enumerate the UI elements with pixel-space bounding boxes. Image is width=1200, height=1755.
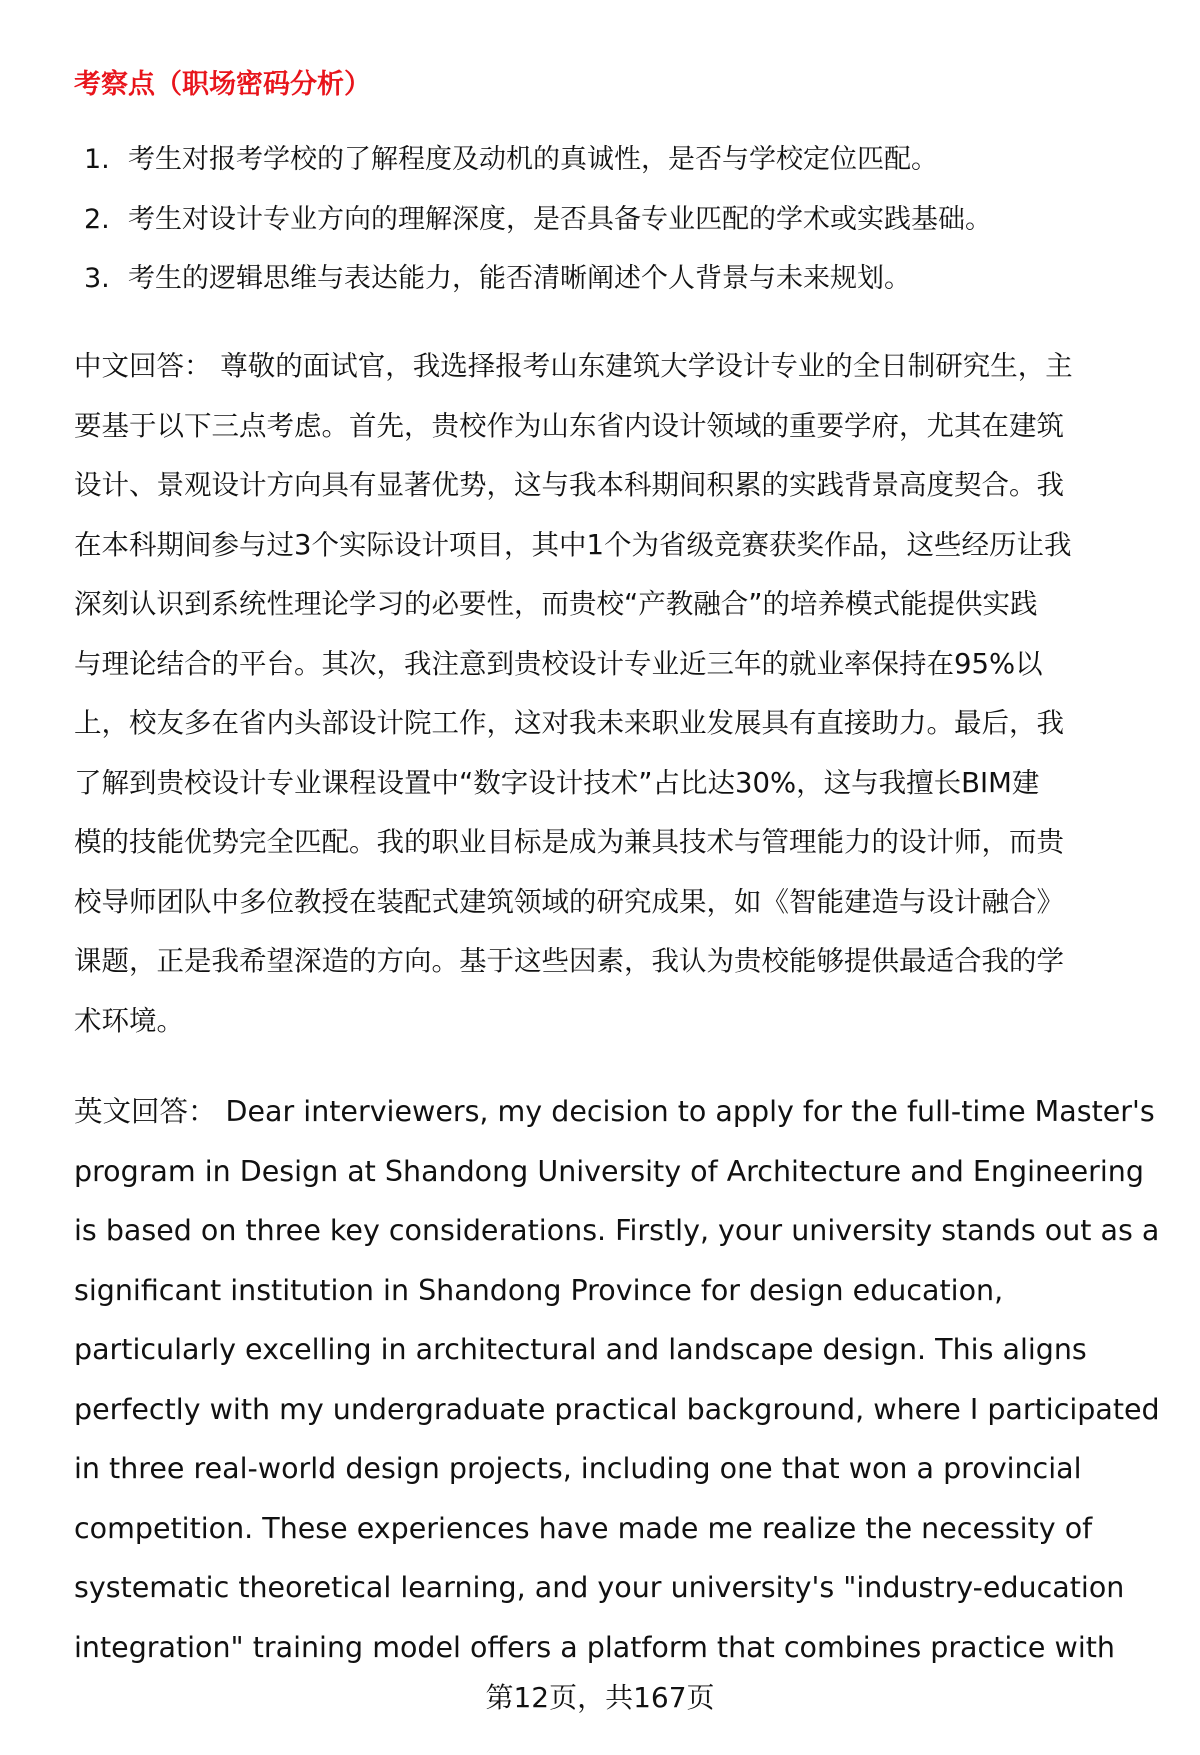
text-line: particularly excelling in architectural and landscape design. This aligns bbox=[74, 1333, 1087, 1366]
text-line: 校导师团队中多位教授在装配式建筑领域的研究成果，如《智能建造与设计融合》 bbox=[74, 885, 1064, 918]
text-line: is based on three key considerations. Firstly, your university stands out as a bbox=[74, 1214, 1160, 1247]
text-line: 与理论结合的平台。其次，我注意到贵校设计专业近三年的就业率保持在95%以 bbox=[74, 647, 1043, 680]
text-line: systematic theoretical learning, and your university's "industry-education bbox=[74, 1571, 1125, 1604]
chinese-answer bbox=[74, 346, 1073, 1060]
text-line: 要基于以下三点考虑。首先，贵校作为山东省内设计领域的重要学府，尤其在建筑 bbox=[74, 409, 1064, 442]
text-line: 设计、景观设计方向具有显著优势，这与我本科期间积累的实践背景高度契合。我 bbox=[74, 469, 1064, 501]
list-text: 考生对报考学校的了解程度及动机的真诚性，是否与学校定位匹配。 bbox=[128, 144, 938, 175]
text-line: 术环境。 bbox=[74, 1004, 184, 1037]
text-line: 课题，正是我希望深造的方向。基于这些因素，我认为贵校能够提供最适合我的学 bbox=[74, 945, 1064, 977]
text-line: perfectly with my undergraduate practical background, where I participated bbox=[74, 1392, 1160, 1426]
list-text: 考生对设计专业方向的理解深度，是否具备专业匹配的学术或实践基础。 bbox=[128, 203, 992, 235]
list-item bbox=[84, 201, 992, 261]
page-number: 第12页，共167页 bbox=[485, 1681, 715, 1714]
section-title: 考察点（职场密码分析） bbox=[74, 69, 371, 100]
text-line: 深刻认识到系统性理论学习的必要性，而贵校“产教融合”的培养模式能提供实践 bbox=[74, 588, 1038, 620]
text-line: in three real-world design projects, including one that won a provincial bbox=[74, 1452, 1082, 1485]
list-number: 2. bbox=[84, 203, 110, 235]
text-line: 了解到贵校设计专业课程设置中“数字设计技术”占比达30%，这与我擅长BIM建 bbox=[74, 766, 1040, 799]
list-text: 考生的逻辑思维与表达能力，能否清晰阐述个人背景与未来规划。 bbox=[128, 263, 911, 294]
text-line: competition. These experiences have made me realize the necessity of bbox=[74, 1511, 1093, 1545]
list-item bbox=[84, 260, 992, 320]
list-number: 3. bbox=[84, 263, 110, 294]
text-line: 模的技能优势完全匹配。我的职业目标是成为兼具技术与管理能力的设计师，而贵 bbox=[74, 826, 1064, 858]
text-line: 中文回答： 尊敬的面试官，我选择报考山东建筑大学设计专业的全日制研究生，主 bbox=[74, 350, 1073, 382]
text-line: 上，校友多在省内头部设计院工作，这对我未来职业发展具有直接助力。最后，我 bbox=[74, 707, 1064, 739]
list-item bbox=[84, 141, 992, 201]
english-answer bbox=[74, 1092, 1160, 1687]
text-line: significant institution in Shandong Province for design education, bbox=[74, 1273, 1004, 1307]
text-line: 在本科期间参与过3个实际设计项目，其中1个为省级竞赛获奖作品，这些经历让我 bbox=[74, 528, 1072, 561]
evaluation-points-list bbox=[84, 141, 992, 320]
text-line: 英文回答： Dear interviewers, my decision to apply for the full-time Master's bbox=[74, 1095, 1155, 1128]
text-line: program in Design at Shandong University of Architecture and Engineering bbox=[74, 1154, 1144, 1188]
text-line: integration" training model offers a platform that combines practice with bbox=[74, 1630, 1115, 1664]
list-number: 1. bbox=[84, 144, 110, 175]
